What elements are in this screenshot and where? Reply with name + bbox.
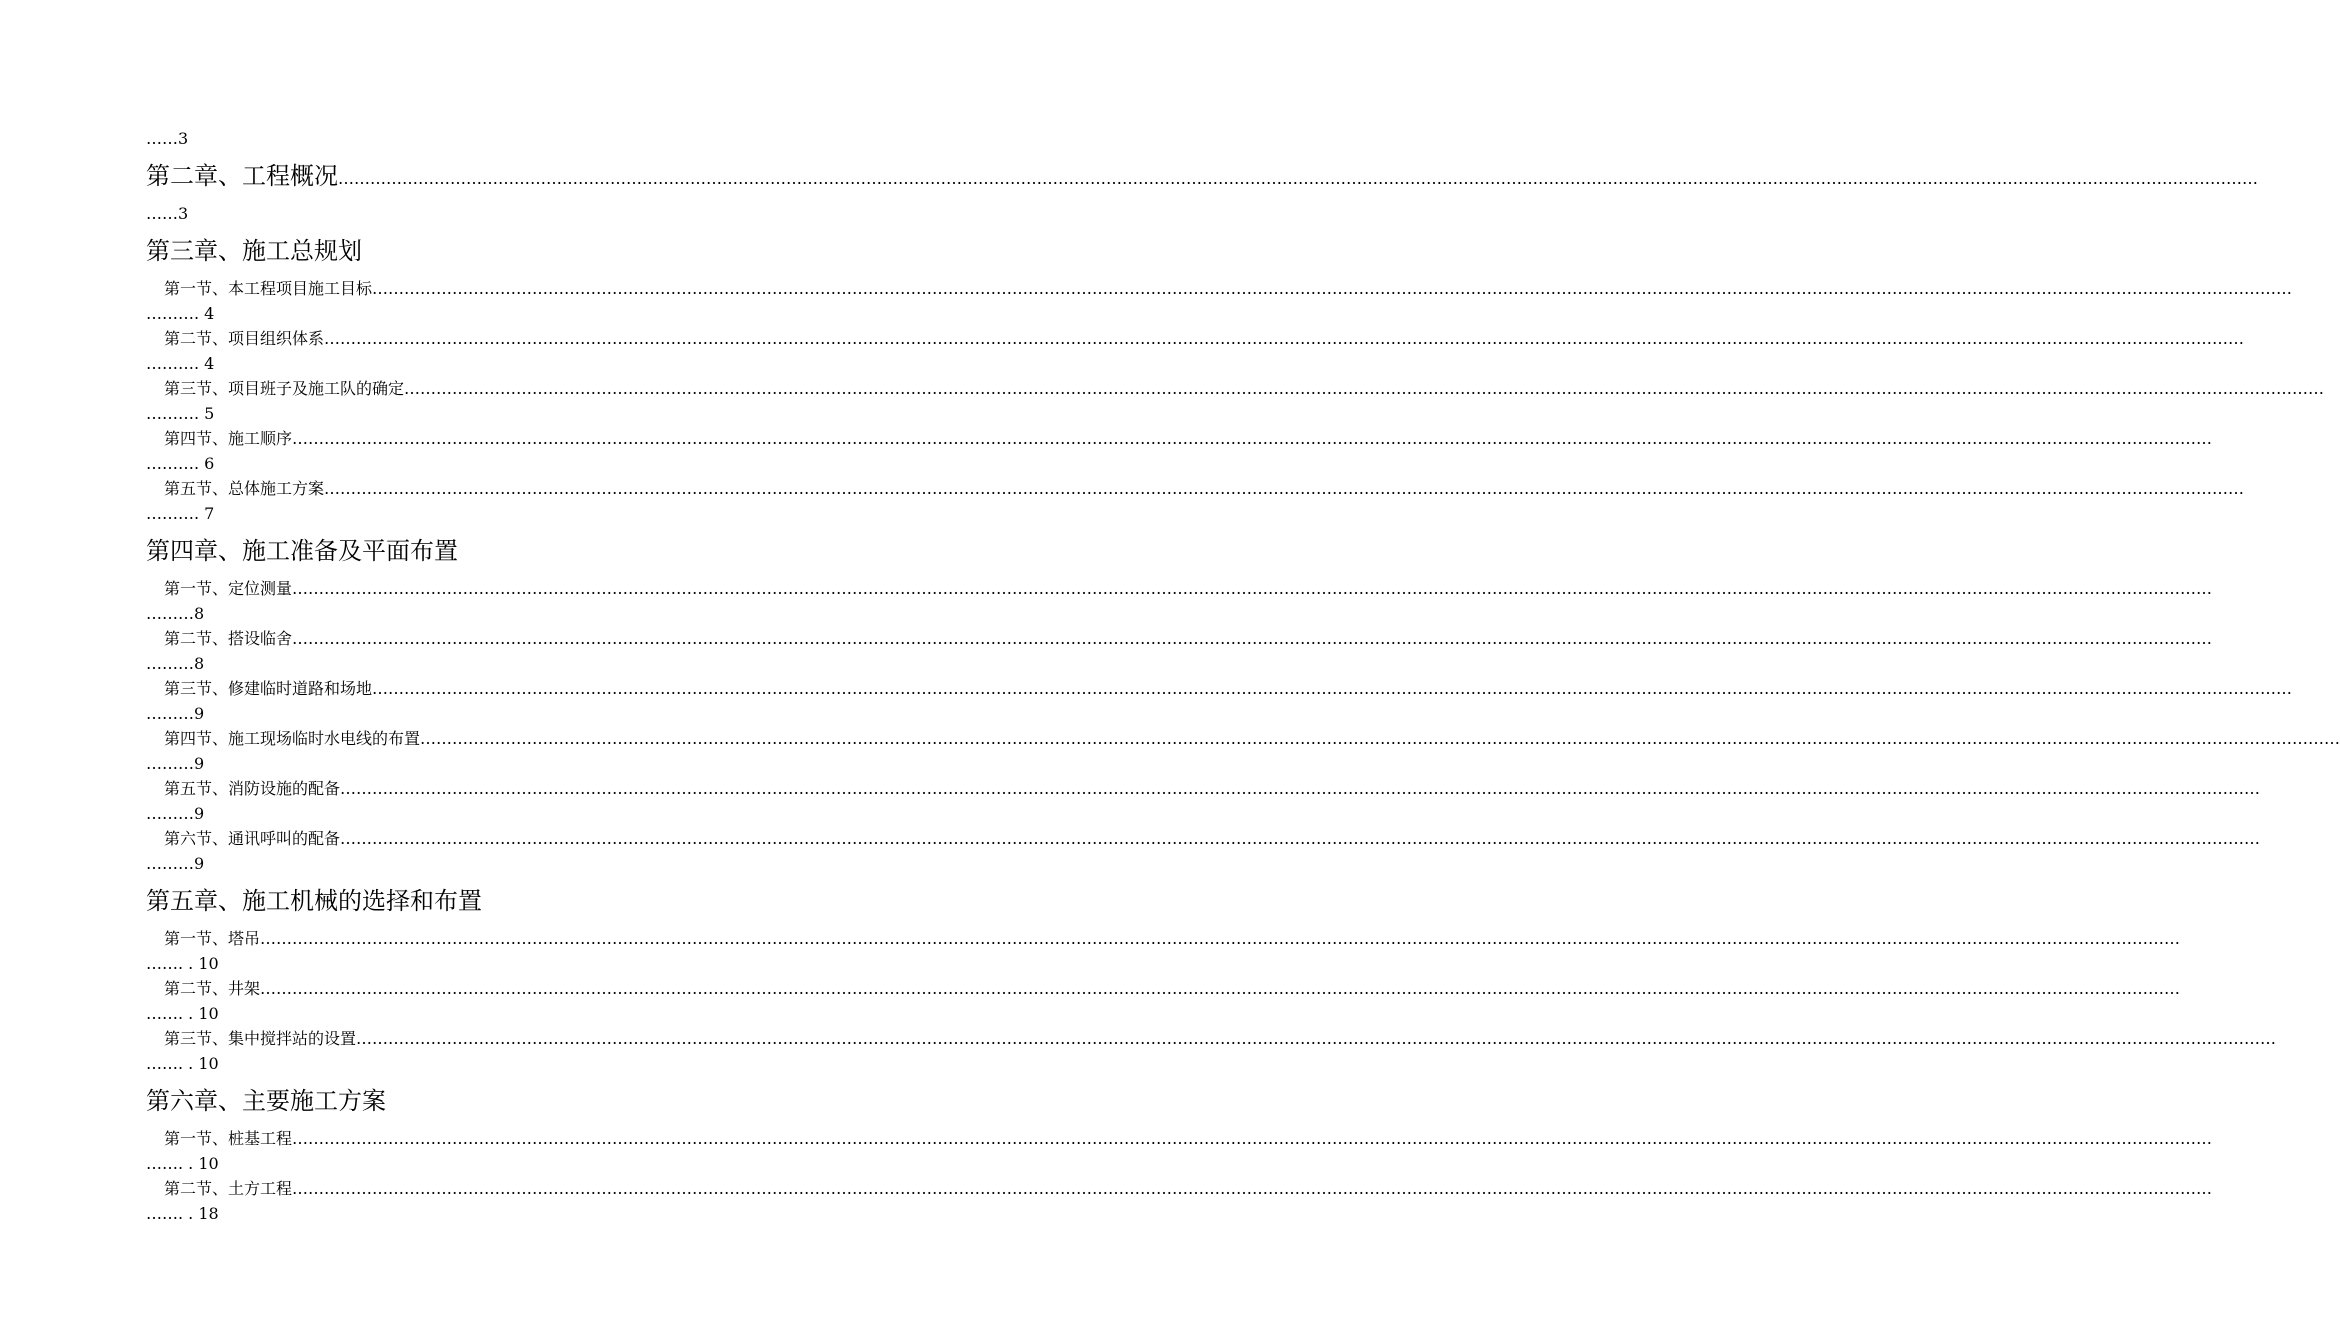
toc-page-number xyxy=(146,501,806,526)
toc-chapter-heading[interactable] xyxy=(146,226,806,276)
dot-leader: ……………………………………………………………………………………………………………………………………………………………………………………………………………………………………………………………………………………………………………………………… xyxy=(260,979,2181,998)
toc-section-label: 第四节、施工顺序 xyxy=(164,429,293,448)
toc-chapter-label: 第二章、工程概况 xyxy=(146,162,338,190)
dot-leader: ……………………………………………………………………………………………………………………………………………………………………………………………………………………………………………………………………………………………………………………………… xyxy=(292,579,2213,598)
toc-section-label: 第一节、定位测量 xyxy=(164,579,293,598)
dot-leader: ……………………………………………………………………………………………………………………………………………………………………………………………………………………………………………………………………………………………………………………………… xyxy=(292,429,2213,448)
toc-chapter-label: 第五章、施工机械的选择和布置 xyxy=(146,887,482,915)
dot-leader: ……………………………………………………………………………………………………………………………………………………………………………………………………………………………………………………………………………………………………………………………… xyxy=(324,479,2245,498)
table-of-contents xyxy=(146,126,2340,1226)
toc-page-number-text: ……. . 18 xyxy=(146,1204,219,1223)
toc-section-label: 第二节、搭设临舍 xyxy=(164,629,293,648)
toc-page-number-text: ……3 xyxy=(146,204,189,223)
toc-section-entry[interactable] xyxy=(146,326,2245,351)
dot-leader: ……………………………………………………………………………………………………………………………………………………………………………………………………………………………………………………………………………………………………………………………… xyxy=(420,729,2340,748)
dot-leader: ……………………………………………………………………………………………………………………………………………………………………………………………………………………………………………………………………………………………………………………………… xyxy=(338,169,2258,188)
toc-section-entry[interactable] xyxy=(146,1126,2213,1151)
toc-section-label: 第一节、桩基工程 xyxy=(164,1129,293,1148)
toc-page-number-text: ………9 xyxy=(146,754,205,773)
toc-chapter-label: 第六章、主要施工方案 xyxy=(146,1087,386,1115)
toc-section-label: 第二节、井架 xyxy=(164,979,261,998)
toc-page-number xyxy=(146,1001,806,1026)
toc-section-entry[interactable] xyxy=(146,976,2181,1001)
toc-chapter-heading[interactable] xyxy=(146,526,806,576)
toc-page-number-text: ……. . 10 xyxy=(146,954,219,973)
toc-page-number xyxy=(146,851,806,876)
dot-leader: ……………………………………………………………………………………………………………………………………………………………………………………………………………………………………………………………………………………………………………………………… xyxy=(340,779,2261,798)
toc-section-entry[interactable] xyxy=(146,1026,2277,1051)
toc-page-number-text: ……. . 10 xyxy=(146,1154,219,1173)
dot-leader: ……………………………………………………………………………………………………………………………………………………………………………………………………………………………………………………………………………………………………………………………… xyxy=(292,1179,2213,1198)
toc-page-number xyxy=(146,651,806,676)
toc-page-number xyxy=(146,801,806,826)
toc-page-number-text: ……3 xyxy=(146,129,189,148)
toc-page-number xyxy=(146,201,806,226)
toc-section-label: 第六节、通讯呼叫的配备 xyxy=(164,829,341,848)
toc-section-entry[interactable] xyxy=(146,1176,2213,1201)
toc-section-label: 第二节、土方工程 xyxy=(164,1179,293,1198)
toc-section-entry[interactable] xyxy=(146,626,2213,651)
toc-section-label: 第二节、项目组织体系 xyxy=(164,329,325,348)
toc-section-label: 第三节、集中搅拌站的设置 xyxy=(164,1029,357,1048)
toc-page-number xyxy=(146,1051,806,1076)
toc-chapter-label: 第三章、施工总规划 xyxy=(146,237,362,265)
toc-section-entry[interactable] xyxy=(146,576,2213,601)
dot-leader: ……………………………………………………………………………………………………………………………………………………………………………………………………………………………………………………………………………………………………………………………… xyxy=(292,629,2213,648)
toc-page-number xyxy=(146,401,806,426)
toc-page-number-text: ………9 xyxy=(146,804,205,823)
dot-leader: ……………………………………………………………………………………………………………………………………………………………………………………………………………………………………………………………………………………………………………………………… xyxy=(340,829,2261,848)
toc-section-entry[interactable] xyxy=(146,376,2325,401)
toc-section-entry[interactable] xyxy=(146,776,2261,801)
toc-page-number-text: ………. 4 xyxy=(146,304,215,323)
toc-page-number-text: ………. 5 xyxy=(146,404,215,423)
toc-section-label: 第五节、总体施工方案 xyxy=(164,479,325,498)
toc-page-number-text: ………8 xyxy=(146,604,205,623)
toc-page-number xyxy=(146,601,806,626)
toc-page-number-text: ………9 xyxy=(146,854,205,873)
toc-section-entry[interactable] xyxy=(146,676,2293,701)
toc-page-number xyxy=(146,701,806,726)
toc-section-label: 第一节、塔吊 xyxy=(164,929,261,948)
toc-page-number xyxy=(146,1151,806,1176)
toc-chapter-entry[interactable] xyxy=(146,151,2258,201)
toc-page-number-text: ………9 xyxy=(146,704,205,723)
toc-section-entry[interactable] xyxy=(146,426,2213,451)
toc-section-entry[interactable] xyxy=(146,726,2340,751)
toc-section-label: 第一节、本工程项目施工目标 xyxy=(164,279,373,298)
toc-page-number xyxy=(146,751,806,776)
toc-section-entry[interactable] xyxy=(146,476,2245,501)
dot-leader: ……………………………………………………………………………………………………………………………………………………………………………………………………………………………………………………………………………………………………………………………… xyxy=(292,1129,2213,1148)
toc-page-number-text: ………. 4 xyxy=(146,354,215,373)
toc-page-number-text: ……. . 10 xyxy=(146,1054,219,1073)
toc-page-number xyxy=(146,951,806,976)
dot-leader: ……………………………………………………………………………………………………………………………………………………………………………………………………………………………………………………………………………………………………………………………… xyxy=(404,379,2325,398)
toc-page-number xyxy=(146,1201,806,1226)
toc-section-label: 第五节、消防设施的配备 xyxy=(164,779,341,798)
toc-section-entry[interactable] xyxy=(146,926,2181,951)
toc-page-number xyxy=(146,351,806,376)
toc-section-label: 第三节、项目班子及施工队的确定 xyxy=(164,379,405,398)
dot-leader: ……………………………………………………………………………………………………………………………………………………………………………………………………………………………………………………………………………………………………………………………… xyxy=(372,679,2293,698)
toc-section-label: 第三节、修建临时道路和场地 xyxy=(164,679,373,698)
dot-leader: ……………………………………………………………………………………………………………………………………………………………………………………………………………………………………………………………………………………………………………………………… xyxy=(372,279,2293,298)
toc-chapter-heading[interactable] xyxy=(146,876,806,926)
toc-chapter-heading[interactable] xyxy=(146,1076,806,1126)
toc-page-number-text: ………. 7 xyxy=(146,504,215,523)
toc-page-number xyxy=(146,451,806,476)
toc-page-number-text: ………. 6 xyxy=(146,454,215,473)
toc-page-number xyxy=(146,126,806,151)
toc-page-number-text: ……. . 10 xyxy=(146,1004,219,1023)
dot-leader: ……………………………………………………………………………………………………………………………………………………………………………………………………………………………………………………………………………………………………………………………… xyxy=(356,1029,2277,1048)
toc-section-entry[interactable] xyxy=(146,276,2293,301)
toc-section-label: 第四节、施工现场临时水电线的布置 xyxy=(164,729,421,748)
toc-page-number xyxy=(146,301,806,326)
toc-chapter-label: 第四章、施工准备及平面布置 xyxy=(146,537,458,565)
dot-leader: ……………………………………………………………………………………………………………………………………………………………………………………………………………………………………………………………………………………………………………………………… xyxy=(324,329,2245,348)
toc-page-number-text: ………8 xyxy=(146,654,205,673)
toc-section-entry[interactable] xyxy=(146,826,2261,851)
dot-leader: ……………………………………………………………………………………………………………………………………………………………………………………………………………………………………………………………………………………………………………………………… xyxy=(260,929,2181,948)
